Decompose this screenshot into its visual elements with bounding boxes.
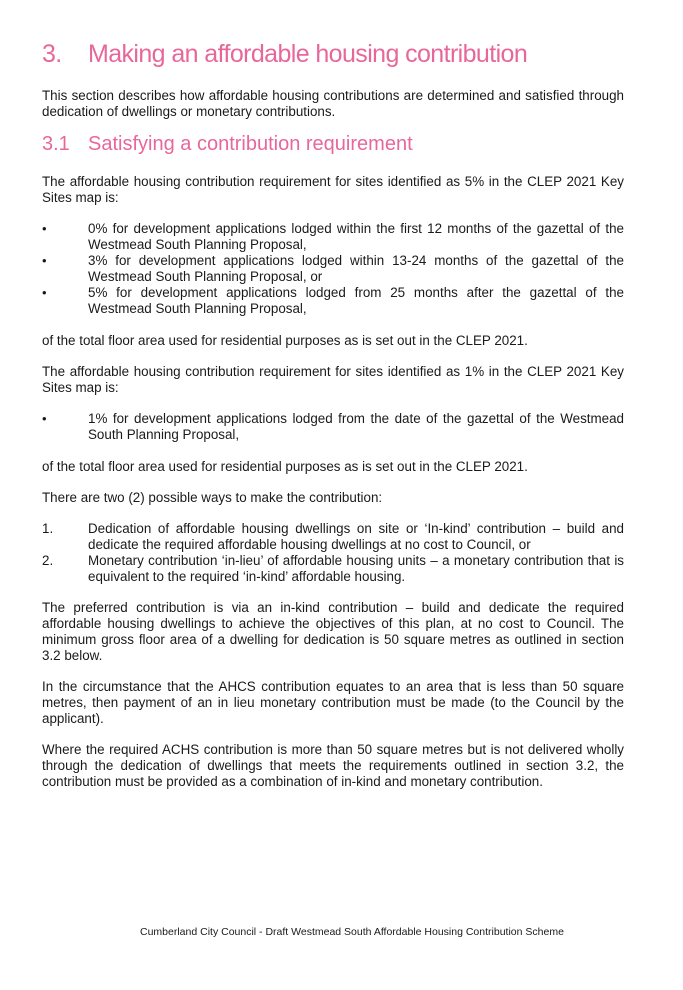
list-item: [42, 253, 624, 285]
list-item-text: Dedication of affordable housing dwellings on site or ‘In-kind’ contribution – build and dedicate the required affordable housing dwellings at no cost to Council, or: [88, 521, 624, 552]
subsection-number: 3.1: [42, 133, 70, 155]
paragraph-circumstance: In the circumstance that the AHCS contribution equates to an area that is less than 50 square metres, then payment of an in lieu monetary contribution must be made (to the Council by the applicant).: [42, 679, 624, 726]
paragraph-two-ways: There are two (2) possible ways to make the contribution:: [42, 490, 383, 505]
list-item-text: 1% for development applications lodged from the date of the gazettal of the Westmead South Planning Proposal,: [88, 411, 624, 442]
list-item: [42, 285, 624, 317]
section-number: 3.: [42, 40, 62, 68]
list-item-text: 5% for development applications lodged from 25 months after the gazettal of the Westmead South Planning Proposal,: [88, 285, 624, 316]
page-footer: Cumberland City Council - Draft Westmead South Affordable Housing Contribution Scheme: [140, 926, 564, 938]
bullet-marker: •: [42, 221, 47, 236]
list-item: [42, 553, 624, 585]
section-title: Making an affordable housing contribution: [88, 40, 528, 68]
list-item: [42, 411, 624, 443]
subsection-title: Satisfying a contribution requirement: [88, 133, 413, 155]
paragraph-1pct-requirement: The affordable housing contribution requirement for sites identified as 1% in the CLEP 2021 Key Sites map is:: [42, 364, 624, 395]
list-number: 2.: [42, 553, 54, 568]
paragraph-5pct-requirement: The affordable housing contribution requirement for sites identified as 5% in the CLEP 2021 Key Sites map is:: [42, 174, 624, 205]
list-number: 1.: [42, 521, 54, 536]
list-item: [42, 221, 624, 253]
paragraph-where-required: Where the required ACHS contribution is more than 50 square metres but is not delivered wholly through the dedication of dwellings that meets the requirements outlined in section 3.2, the contribution must be provided as a combination of in-kind and monetary contribution.: [42, 742, 624, 789]
list-item: [42, 521, 624, 553]
intro-paragraph: This section describes how affordable housing contributions are determined and satisfied through dedication of dwellings or monetary contributions.: [42, 88, 624, 119]
bullet-list-1pct: [42, 411, 624, 443]
paragraph-total-floor-area-2: of the total floor area used for residential purposes as is set out in the CLEP 2021.: [42, 459, 528, 474]
bullet-marker: •: [42, 253, 47, 268]
bullet-marker: •: [42, 285, 47, 300]
list-item-text: 0% for development applications lodged within the first 12 months of the gazettal of the Westmead South Planning Proposal,: [88, 221, 624, 252]
list-item-text: 3% for development applications lodged within 13-24 months of the gazettal of the Westmead South Planning Proposal, or: [88, 253, 624, 284]
subsection-heading: [42, 133, 413, 156]
bullet-list-5pct: [42, 221, 624, 317]
list-item-text: Monetary contribution ‘in-lieu’ of affordable housing units – a monetary contribution that is equivalent to the required ‘in-kind’ affordable housing.: [88, 553, 624, 584]
paragraph-total-floor-area-1: of the total floor area used for residential purposes as is set out in the CLEP 2021.: [42, 333, 528, 348]
bullet-marker: •: [42, 411, 47, 426]
numbered-list: [42, 521, 624, 585]
paragraph-preferred-contribution: The preferred contribution is via an in-kind contribution – build and dedicate the required affordable housing dwellings to achieve the objectives of this plan, at no cost to Council. The minimum gross floor area of a dwelling for dedication is 50 square metres as outlined in section 3.2 below.: [42, 600, 624, 663]
section-heading: [42, 40, 527, 69]
